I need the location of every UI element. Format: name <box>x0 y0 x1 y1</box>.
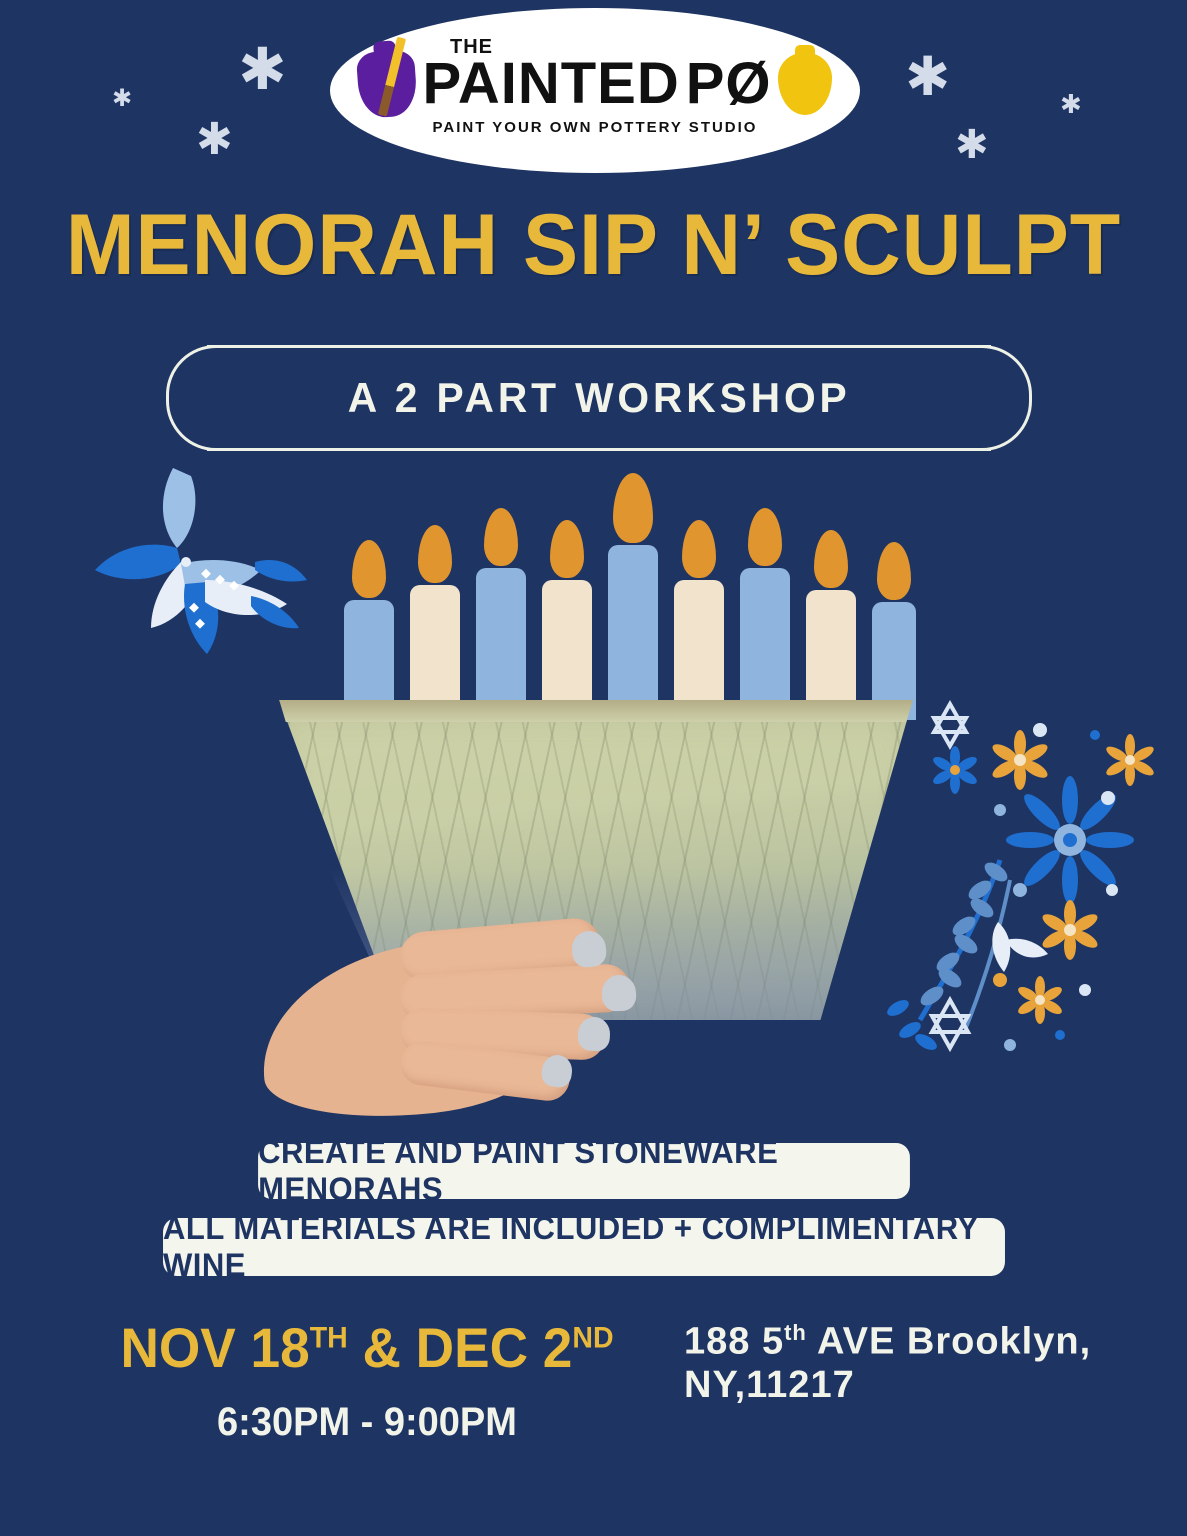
address-ordinal: th <box>784 1320 807 1345</box>
candle-shamash <box>608 545 658 720</box>
floral-and-star-of-david-illustration <box>880 690 1180 1090</box>
date-1-suffix: TH <box>309 1321 348 1355</box>
info-banner-2-text: ALL MATERIALS ARE INCLUDED + COMPLIMENTARY WINE <box>163 1210 979 1283</box>
flame-icon <box>418 525 452 583</box>
fingernail <box>601 974 636 1011</box>
sparkle-icon: ✱ <box>112 84 133 112</box>
sparkle-icon: ✱ <box>905 45 951 108</box>
fingernail <box>577 1016 611 1052</box>
nine-candles-illustration <box>330 455 870 720</box>
logo-the-text: THE <box>450 36 493 58</box>
logo-word-po: PØ <box>685 51 772 117</box>
hand-holding-stoneware-menorah-photo <box>250 700 940 1120</box>
logo-tagline: PAINT YOUR OWN POTTERY STUDIO <box>432 119 758 136</box>
dove-illustration <box>55 450 315 700</box>
hand <box>250 925 670 1120</box>
event-time: 6:30PM - 9:00PM <box>217 1400 517 1444</box>
flame-icon <box>550 520 584 578</box>
yellow-pot-icon <box>778 53 832 115</box>
flame-icon <box>877 542 911 600</box>
flame-icon <box>748 508 782 566</box>
sparkle-icon: ✱ <box>238 35 287 103</box>
sparkle-icon: ✱ <box>955 122 989 168</box>
subtitle-ribbon <box>166 345 1032 451</box>
subtitle-text: A 2 PART WORKSHOP <box>347 374 851 421</box>
date-joiner: & <box>347 1316 416 1379</box>
date-2: DEC 2 <box>415 1316 573 1379</box>
venue-address <box>684 1320 1104 1408</box>
candle <box>542 580 592 720</box>
candle <box>674 580 724 720</box>
candle <box>740 568 790 720</box>
date-2-suffix: ND <box>572 1321 614 1355</box>
purple-pot-icon <box>356 49 418 119</box>
flame-icon <box>814 530 848 588</box>
date-1: NOV 18 <box>120 1316 310 1379</box>
fingernail <box>570 930 607 969</box>
info-banner-1-text: CREATE AND PAINT STONEWARE MENORAHS <box>258 1134 779 1207</box>
menorah-rim <box>266 700 926 722</box>
sparkle-icon: ✱ <box>1060 90 1082 120</box>
flame-icon <box>613 473 653 543</box>
event-dates <box>96 1315 638 1380</box>
info-banner-1 <box>258 1134 910 1207</box>
flame-icon <box>682 520 716 578</box>
info-banner-2 <box>163 1210 1005 1283</box>
paintbrush-icon <box>378 37 406 117</box>
address-line-1-a: 188 5 <box>684 1320 785 1363</box>
address-line-2: NY,11217 <box>684 1364 855 1407</box>
candle <box>476 568 526 720</box>
page-title: MENORAH SIP N’ SCULPT <box>65 197 1122 293</box>
flame-icon <box>484 508 518 566</box>
address-line-1-b: AVE Brooklyn, <box>806 1320 1092 1363</box>
flame-icon <box>352 540 386 598</box>
sparkle-icon: ✱ <box>196 114 233 165</box>
logo-word-painted: PAINTED <box>422 51 680 117</box>
brand-logo <box>330 8 860 173</box>
